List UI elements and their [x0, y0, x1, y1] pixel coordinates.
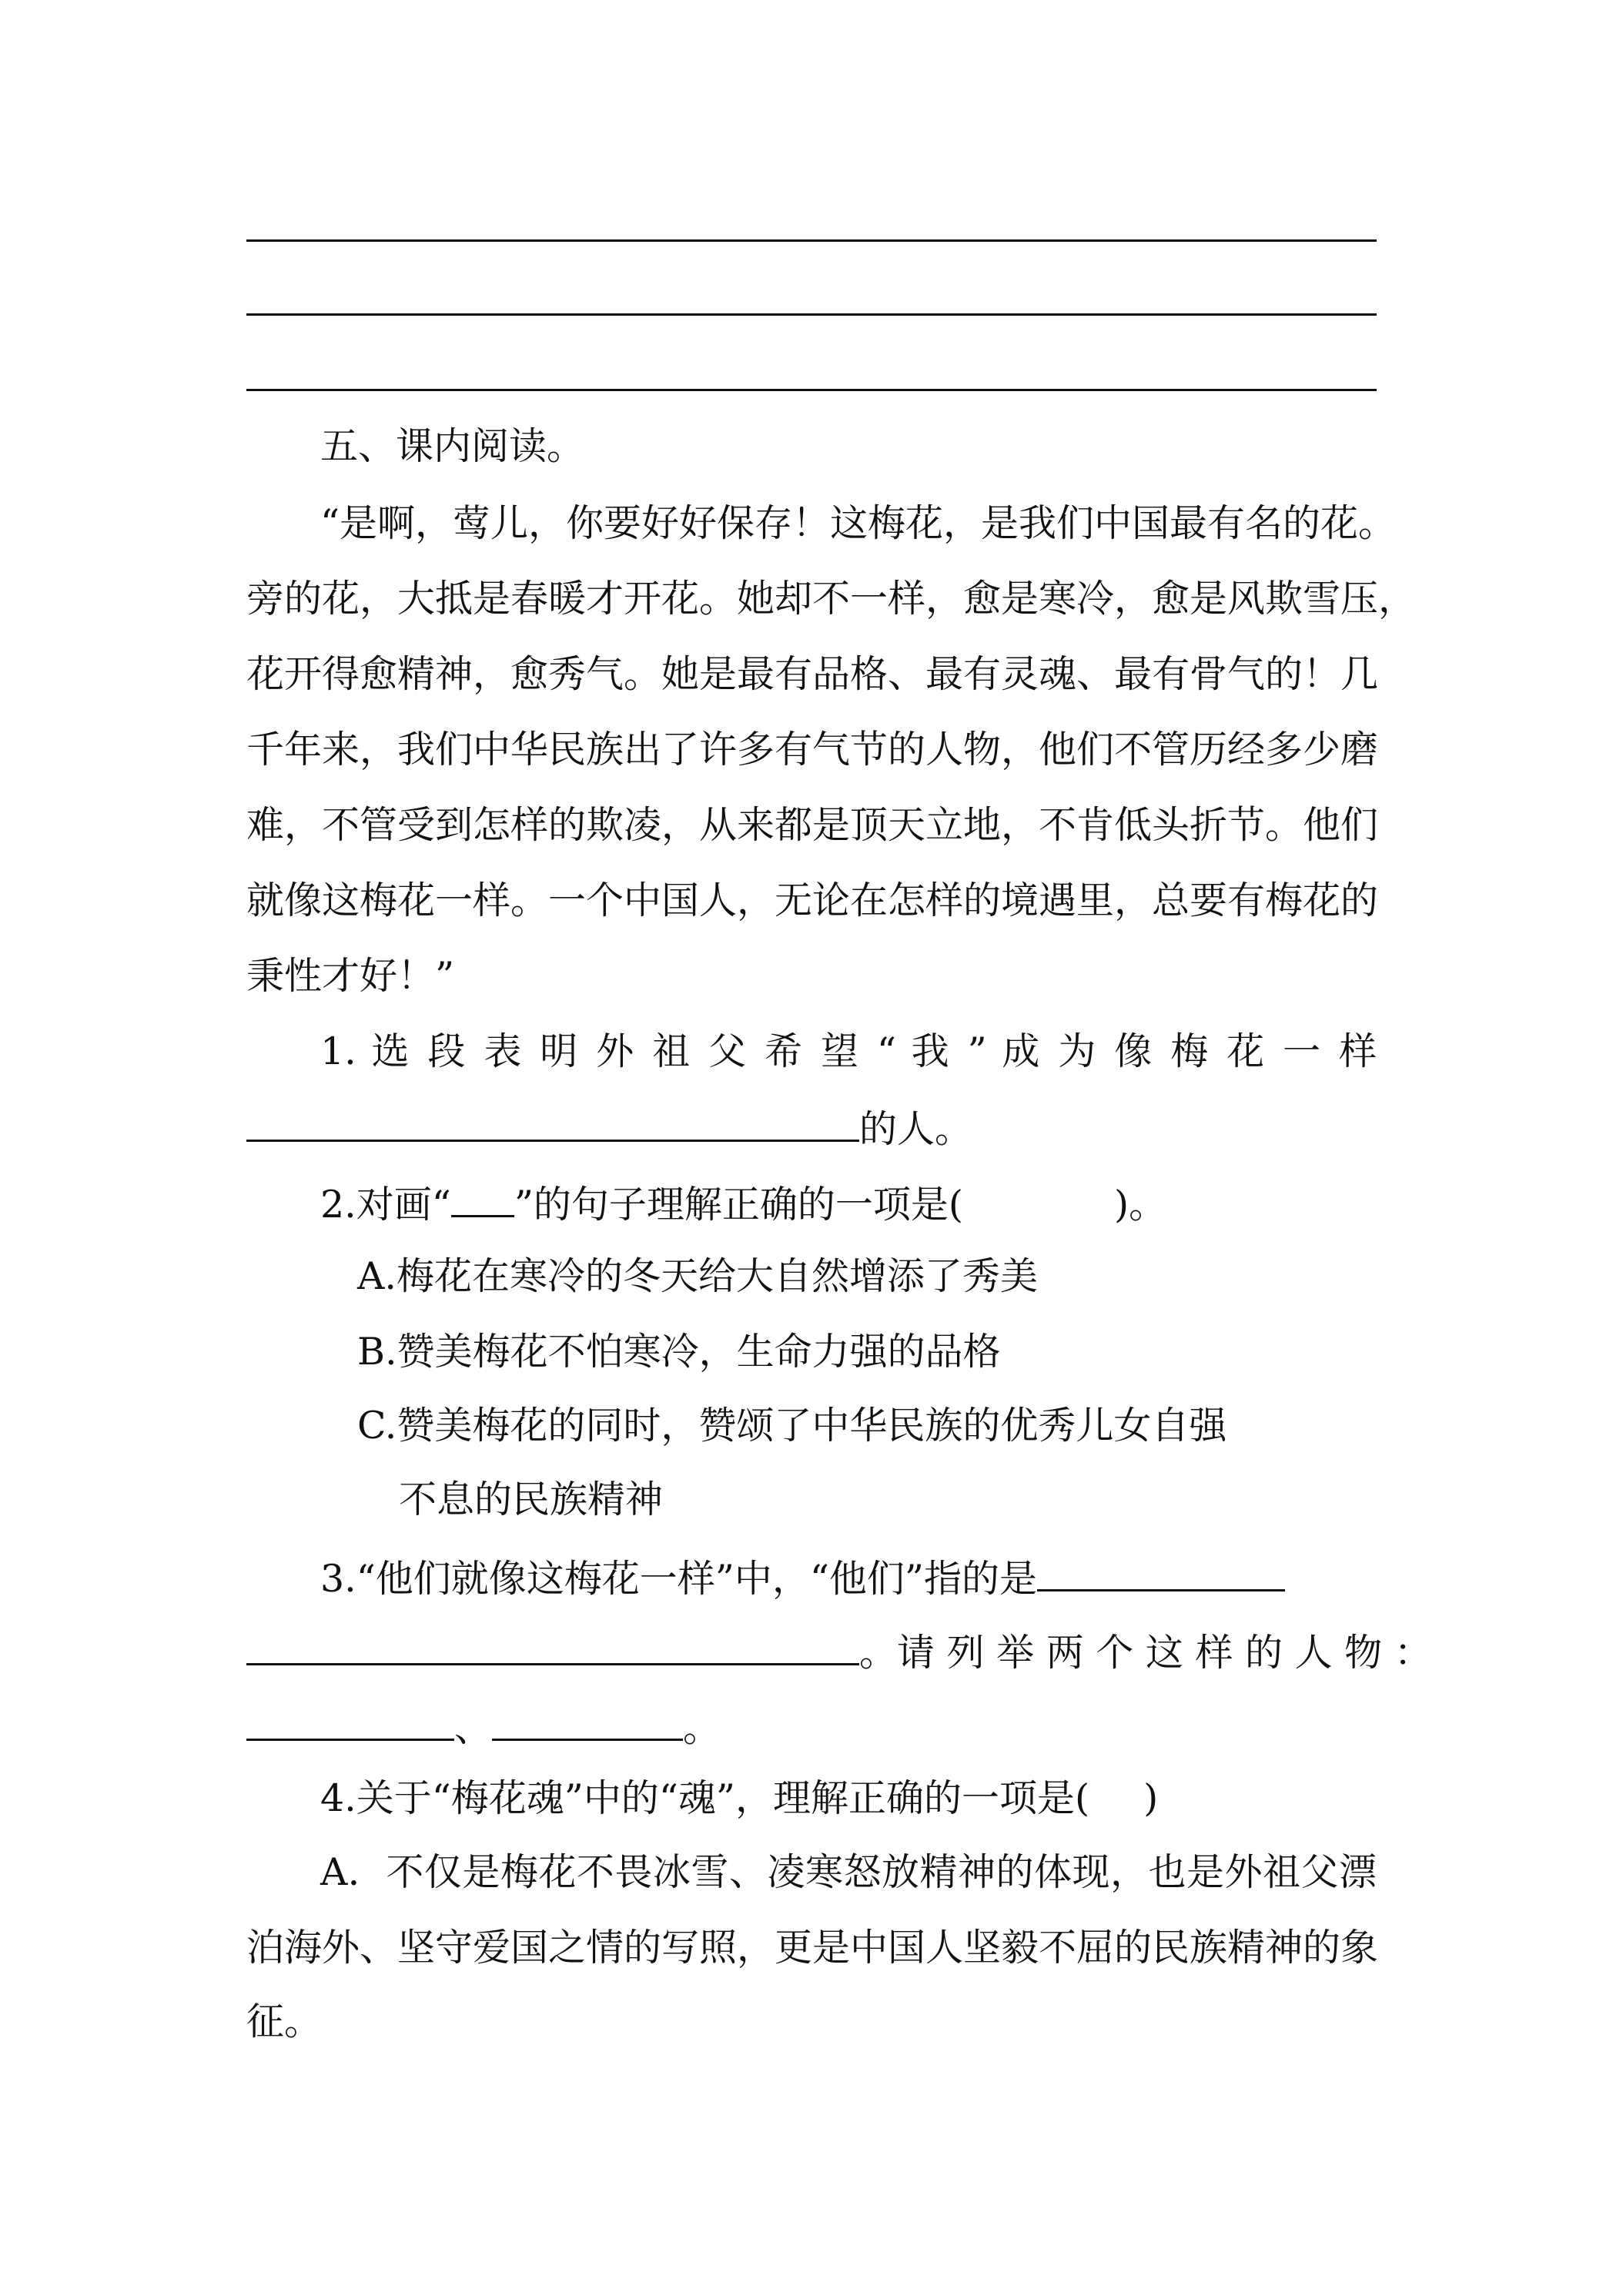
question-2-stem	[320, 1178, 1377, 1227]
question-4-stem-end: )	[1143, 1776, 1159, 1820]
question-3-stem-text: 3.“他们就像这梅花一样”中，“他们”指的是	[320, 1557, 1037, 1601]
question-4-option-a[interactable]: A．不仅是梅花不畏冰雪、凌寒怒放精神的体现，也是外祖父漂	[320, 1850, 1377, 1894]
question-2-stem-start: 2.对画“	[320, 1183, 451, 1227]
question-2-stem-end: )。	[1113, 1183, 1167, 1227]
answer-blank[interactable]	[1037, 1552, 1285, 1591]
question-2-stem-mid: ”的句子理解正确的一项是(	[514, 1183, 963, 1227]
passage-line: 花开得愈精神，愈秀气。她是最有品格、最有灵魂、最有骨气的！几	[246, 652, 1379, 696]
answer-blank[interactable]	[492, 1702, 683, 1741]
answer-blank[interactable]	[246, 1626, 859, 1665]
question-3-end: 。	[683, 1706, 721, 1750]
question-3-row-2	[246, 1626, 1432, 1675]
option-c[interactable]: C.赞美梅花的同时，赞颂了中华民族的优秀儿女自强	[357, 1404, 1227, 1448]
answer-blank[interactable]	[246, 1702, 454, 1741]
question-3-stem	[320, 1552, 1377, 1601]
separator: 、	[454, 1706, 493, 1750]
option-a[interactable]: A.梅花在寒冷的冬天给大自然增添了秀美	[357, 1254, 1038, 1298]
question-1-answer-row	[246, 1103, 1377, 1149]
passage-line: 千年来，我们中华民族出了许多有气节的人物，他们不管历经多少磨	[246, 728, 1379, 771]
question-4-option-a-cont: 征。	[246, 2000, 323, 2043]
question-1-stem: 1. 选 段 表 明 外 祖 父 希 望 “ 我 ” 成 为 像 梅 花 一 样	[320, 1029, 1377, 1073]
passage-line: 难，不管受到怎样的欺凌，从来都是顶天立地，不肯低头折节。他们	[246, 803, 1379, 847]
passage-line: 就像这梅花一样。一个中国人，无论在怎样的境遇里，总要有梅花的	[246, 879, 1379, 922]
answer-line	[246, 389, 1377, 391]
question-3-row-3	[246, 1702, 1377, 1748]
option-b[interactable]: B.赞美梅花不怕寒冷，生命力强的品格	[357, 1330, 1001, 1374]
answer-line	[246, 313, 1377, 316]
question-4-stem-text: 4.关于“梅花魂”中的“魂”，理解正确的一项是(	[320, 1776, 1090, 1820]
passage-line: 秉性才好！”	[246, 954, 455, 998]
underline-mark	[451, 1178, 514, 1217]
answer-line	[246, 239, 1377, 242]
answer-blank[interactable]	[246, 1103, 859, 1142]
passage-line: “是啊，莺儿，你要好好保存！这梅花，是我们中国最有名的花。	[320, 501, 1397, 545]
question-4-option-a-cont: 泊海外、坚守爱国之情的写照，更是中国人坚毅不屈的民族精神的象	[246, 1926, 1379, 1970]
section-title: 五、课内阅读。	[320, 424, 585, 468]
option-c-continued: 不息的民族精神	[399, 1478, 664, 1521]
question-4-stem	[320, 1776, 1377, 1822]
question-3-tail: 。请 列 举 两 个 这 样 的 人 物 ：	[859, 1631, 1432, 1675]
question-1-tail: 的人。	[859, 1107, 973, 1151]
passage-line: 旁的花，大抵是春暖才开花。她却不一样，愈是寒冷，愈是风欺雪压，	[246, 577, 1417, 621]
